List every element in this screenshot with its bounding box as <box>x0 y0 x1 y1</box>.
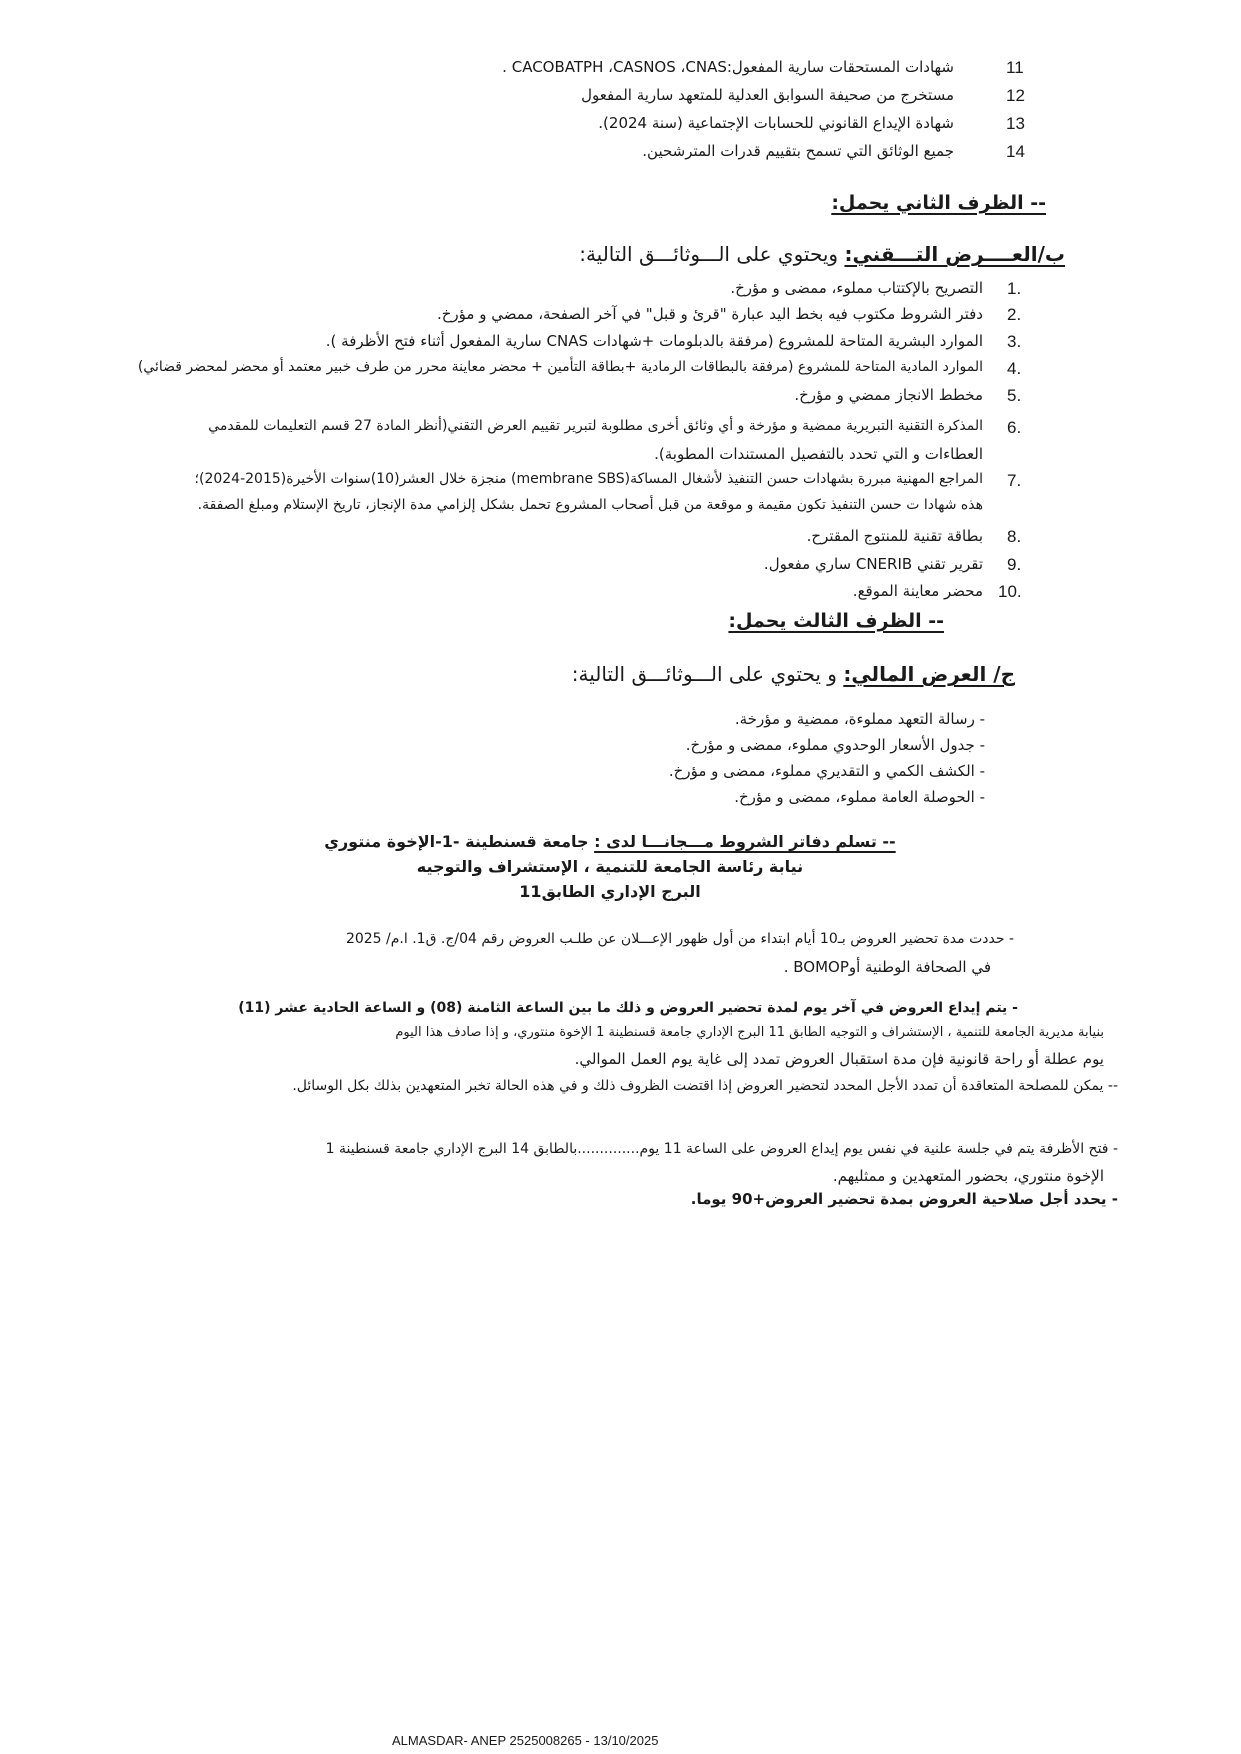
paragraph-line: - يتم إيداع العروض في آخر يوم لمدة تحضير العروض و ذلك ما بين الساعة الثامنة (08) و الساعة الحادية عشر (11) <box>238 1000 1018 1016</box>
item-text: التصريح بالإكتتاب مملوء، ممضى و مؤرخ. <box>730 279 983 297</box>
item-text: محضر معاينة الموقع. <box>852 582 983 600</box>
item-number: 8. <box>1007 527 1022 546</box>
item-text-continued: العطاءات و التي تحدد بالتفصيل المستندات المطوبة). <box>654 445 983 463</box>
list-item: - جدول الأسعار الوحدوي مملوء، ممضى و مؤرخ. <box>685 736 985 754</box>
paragraph-line: - فتح الأظرفة يتم في جلسة علنية في نفس يوم إيداع العروض على الساعة 11 يوم..............بالطابق 14 البرج الإداري جامعة قسنطينة 1 <box>325 1141 1118 1157</box>
paragraph-line: الإخوة منتوري، بحضور المتعهدين و ممثليهم. <box>832 1167 1104 1185</box>
paragraph-line: - يحدد أجل صلاحية العروض بمدة تحضير العروض+90 يوما. <box>690 1190 1118 1208</box>
item-text: مخطط الانجاز ممضي و مؤرخ. <box>794 386 983 404</box>
item-text: المراجع المهنية مبررة بشهادات حسن التنفيذ لأشغال المساكة(membrane SBS) منجزة خلال العشر(10)سنوات الأخيرة(2015-2024)؛ <box>194 471 983 487</box>
paragraph-line: في الصحافة الوطنية أوBOMOP . <box>783 958 991 976</box>
item-number: 6. <box>1007 418 1022 437</box>
collection-line3: البرج الإداري الطابق11 <box>519 882 701 901</box>
item-number: 9. <box>1007 555 1022 574</box>
paragraph-line: بنيابة مديرية الجامعة للتنمية ، الإستشراف و التوجيه الطابق 11 البرج الإداري جامعة قسنطينة 1 الإخوة منتوري، و إذا صادف هذا اليوم <box>395 1025 1104 1040</box>
technical-heading <box>579 242 1065 266</box>
technical-heading-rest: ويحتوي على الـــوثائـــق التالية: <box>579 242 845 266</box>
item-text-continued: هذه شهادا ت حسن التنفيذ تكون مقيمة و موقعة من قبل أصحاب المشروع تحمل بشكل إلزامي مدة الإنجاز، تاريخ الإستلام ومبلغ الصفقة. <box>197 497 983 513</box>
item-text: شهادات المستحقات سارية المفعول:CACOBATPH ،CASNOS ،CNAS . <box>502 58 954 76</box>
financial-heading-rest: و يحتوي على الـــوثائـــق التالية: <box>571 662 844 686</box>
item-text: تقرير تقني CNERIB ساري مفعول. <box>763 555 983 573</box>
item-number: 3. <box>1007 332 1022 351</box>
item-text: الموارد البشرية المتاحة للمشروع (مرفقة بالدبلومات +شهادات CNAS سارية المفعول أثناء فتح الأظرفة ). <box>325 332 983 350</box>
item-number: 14 <box>1006 142 1025 161</box>
collection-block <box>250 832 970 901</box>
financial-heading <box>572 662 1015 686</box>
footer-reference: ALMASDAR- ANEP 2525008265 - 13/10/2025 <box>392 1733 659 1748</box>
item-number: 10. <box>998 582 1022 601</box>
item-number: 5. <box>1007 386 1022 405</box>
paragraph-line: -- يمكن للمصلحة المتعاقدة أن تمدد الأجل المحدد لتحضير العروض إذا اقتضت الظروف ذلك و في هذه الحالة تخبر المتعهدين بذلك بكل الوسائل. <box>292 1078 1118 1094</box>
technical-heading-label: ب/العــــرض التـــقني: <box>844 242 1065 266</box>
item-text: جميع الوثائق التي تسمح بتقييم قدرات المترشحين. <box>642 142 954 160</box>
item-text: شهادة الإيداع القانوني للحسابات الإجتماعية (سنة 2024). <box>598 114 954 132</box>
collection-line1-rest: جامعة قسنطينة -1-الإخوة منتوري <box>324 832 595 851</box>
item-text: الموارد المادية المتاحة للمشروع (مرفقة بالبطاقات الرمادية +بطاقة التأمين + محضر معاينة محرر من طرف خبير معتمد أو محضر لمحضر قضائي) <box>137 359 983 375</box>
item-number: 7. <box>1007 471 1022 490</box>
list-item: - الحوصلة العامة مملوء، ممضى و مؤرخ. <box>734 788 985 806</box>
item-number: 4. <box>1007 359 1022 378</box>
item-text: دفتر الشروط مكتوب فيه بخط اليد عبارة "قرئ و قبل" في آخر الصفحة، ممضي و مؤرخ. <box>436 305 983 323</box>
item-number: 12 <box>1006 86 1025 105</box>
item-number: 11 <box>1006 58 1024 77</box>
item-text: مستخرج من صحيفة السوابق العدلية للمتعهد سارية المفعول <box>581 86 954 104</box>
item-number: 13 <box>1006 114 1025 133</box>
item-text: بطاقة تقنية للمنتوج المقترح. <box>806 527 983 545</box>
paragraph-line: - حددت مدة تحضير العروض بـ10 أيام ابتداء من أول ظهور الإعـــلان عن طلـب العروض رقم 04/ج. ق1. ا.م/ 2025 <box>345 931 1014 947</box>
collection-line1-label: -- تسلم دفاتر الشروط مـــجانـــا لدى : <box>594 832 896 851</box>
envelope2-title: -- الظرف الثاني يحمل: <box>831 192 1046 214</box>
financial-heading-label: ج/ العرض المالي: <box>843 662 1015 686</box>
collection-line1 <box>250 832 970 851</box>
list-item: - الكشف الكمي و التقديري مملوء، ممضى و مؤرخ. <box>668 762 985 780</box>
item-number: 2. <box>1007 305 1022 324</box>
item-number: 1. <box>1007 279 1022 298</box>
envelope3-title: -- الظرف الثالث يحمل: <box>728 610 944 632</box>
paragraph-line: يوم عطلة أو راحة قانونية فإن مدة استقبال العروض تمدد إلى غاية يوم العمل الموالي. <box>574 1050 1104 1068</box>
list-item: - رسالة التعهد مملوءة، ممضية و مؤرخة. <box>734 710 985 728</box>
item-text: المذكرة التقنية التبريرية ممضية و مؤرخة و أي وثائق أخرى مطلوبة لتبرير تقييم العرض التقني(أنظر المادة 27 قسم التعليمات للمقدمي <box>208 418 983 434</box>
collection-line2: نيابة رئاسة الجامعة للتنمية ، الإستشراف والتوجيه <box>416 857 804 876</box>
